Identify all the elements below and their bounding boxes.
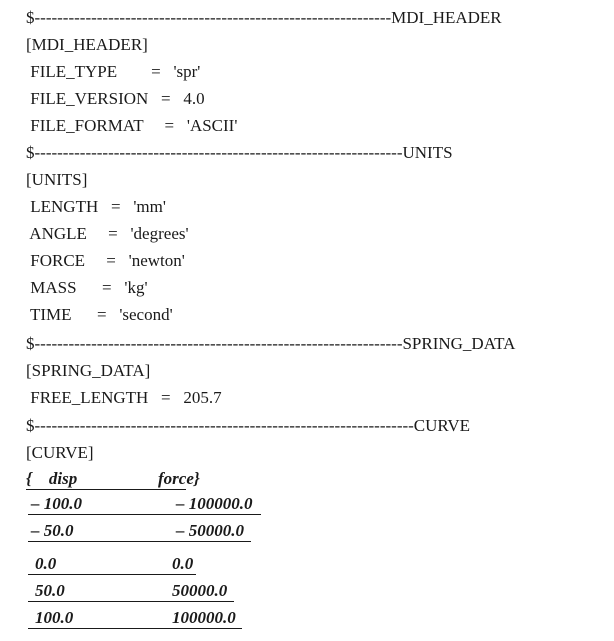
section-separator-mdi-header: $---------------------------------------------------------------MDI_HEADER [26,8,502,27]
file-type-line: FILE_TYPE = 'spr' [26,62,201,81]
section-separator-curve: $-------------------------------------------------------------------CURVE [26,416,471,435]
section-heading-units: [UNITS] [26,170,88,189]
disp-cell: – 50.0 [31,521,74,540]
file-format-line: FILE_FORMAT = 'ASCII' [26,116,238,135]
row-underline [28,574,196,575]
file-version-line: FILE_VERSION = 4.0 [26,89,205,108]
row-underline [28,514,261,515]
force-column-header: force} [158,469,200,488]
disp-cell: 100.0 [35,608,74,627]
header-underline [26,489,186,490]
row-underline [28,541,251,542]
section-separator-units: $-----------------------------------------------------------------UNITS [26,143,453,162]
length-unit-line: LENGTH = 'mm' [26,197,166,216]
angle-unit-line: ANGLE = 'degrees' [26,224,189,243]
disp-cell: 50.0 [35,581,65,600]
time-unit-line: TIME = 'second' [26,305,173,324]
force-cell: 50000.0 [172,581,228,600]
force-unit-line: FORCE = 'newton' [26,251,185,270]
force-cell: 100000.0 [172,608,236,627]
row-underline [28,601,234,602]
section-separator-spring-data: $-----------------------------------------------------------------SPRING_DATA [26,334,516,353]
disp-cell: – 100.0 [31,494,82,513]
section-heading-curve: [CURVE] [26,443,94,462]
free-length-line: FREE_LENGTH = 205.7 [26,388,222,407]
disp-cell: 0.0 [35,554,57,573]
force-cell: – 50000.0 [176,521,244,540]
row-underline [28,628,242,629]
disp-column-header: { disp [26,469,78,488]
force-cell: – 100000.0 [176,494,253,513]
section-heading-spring-data: [SPRING_DATA] [26,361,151,380]
force-cell: 0.0 [172,554,194,573]
section-heading-mdi-header: [MDI_HEADER] [26,35,148,54]
mass-unit-line: MASS = 'kg' [26,278,148,297]
